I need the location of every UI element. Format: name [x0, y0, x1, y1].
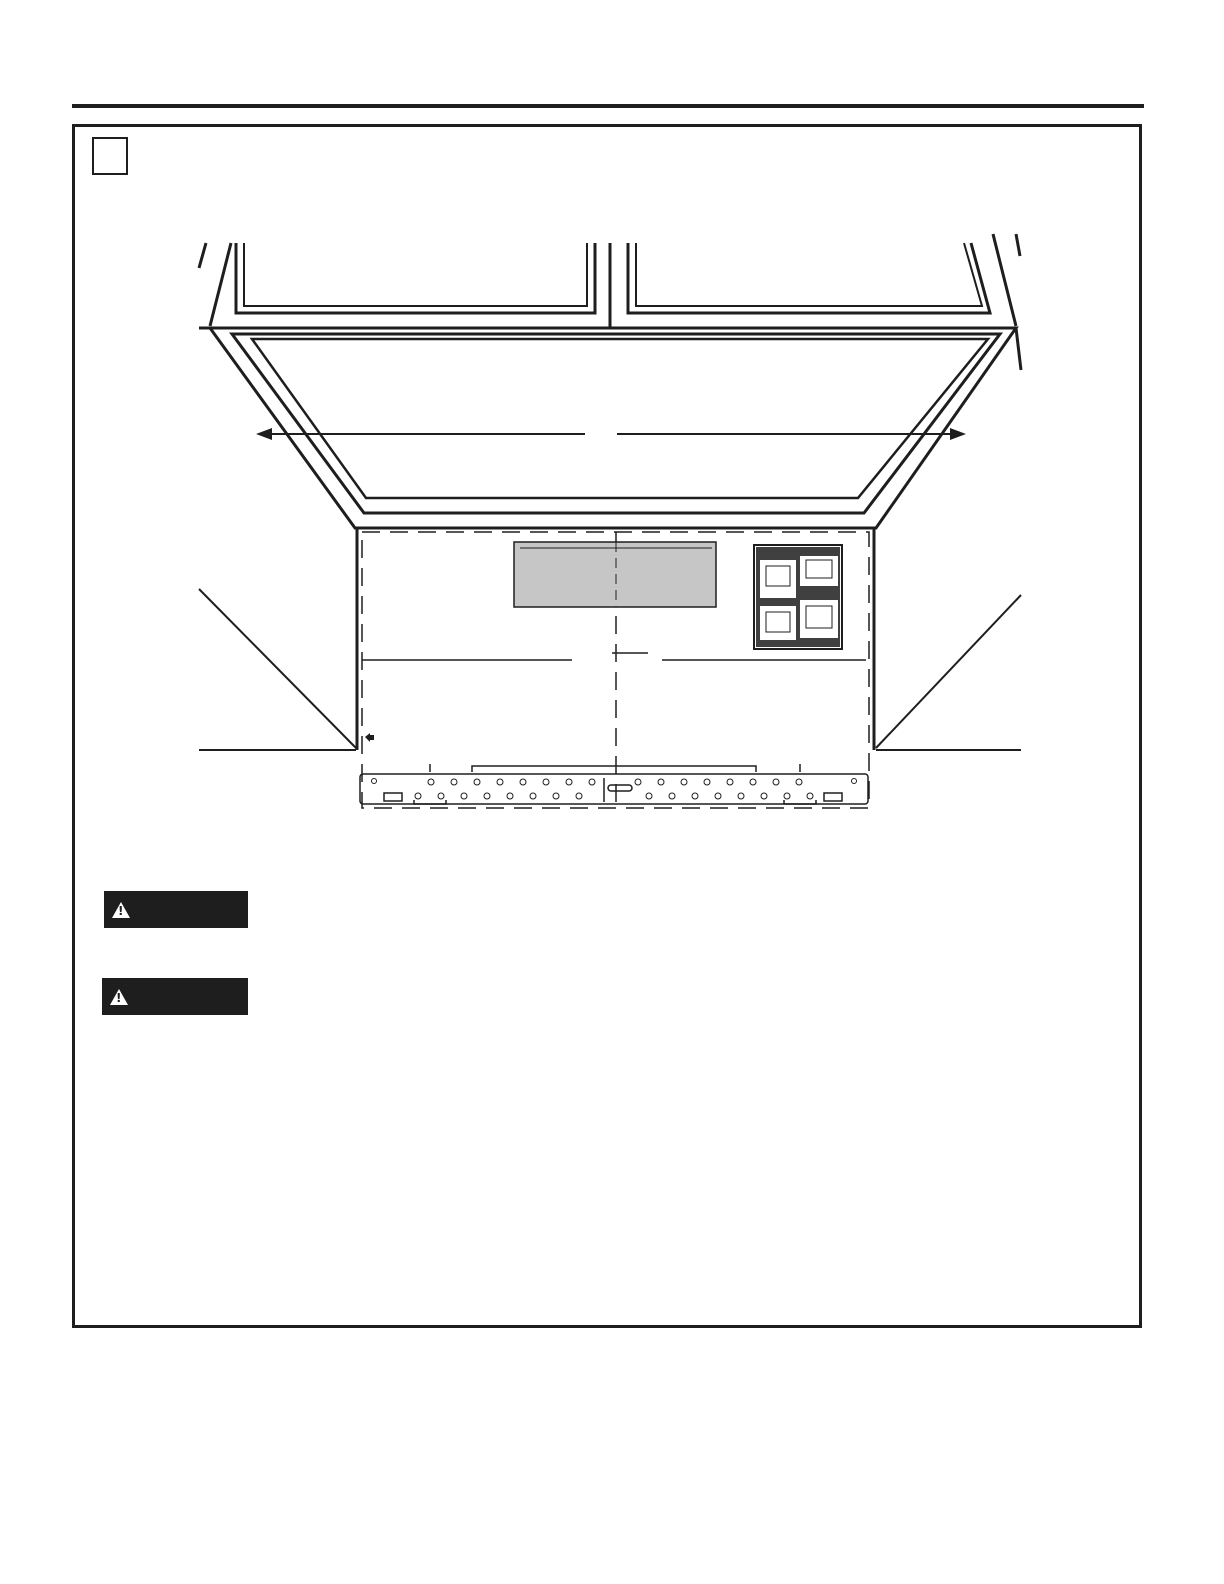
warning-triangle-icon — [112, 902, 130, 918]
warning-triangle-icon — [110, 989, 128, 1005]
instruction-panel — [72, 124, 1142, 1328]
warning-badge-2 — [102, 978, 248, 1015]
step-number-box — [92, 137, 128, 175]
header-rule — [72, 104, 1144, 108]
warning-badge-1 — [104, 891, 248, 928]
